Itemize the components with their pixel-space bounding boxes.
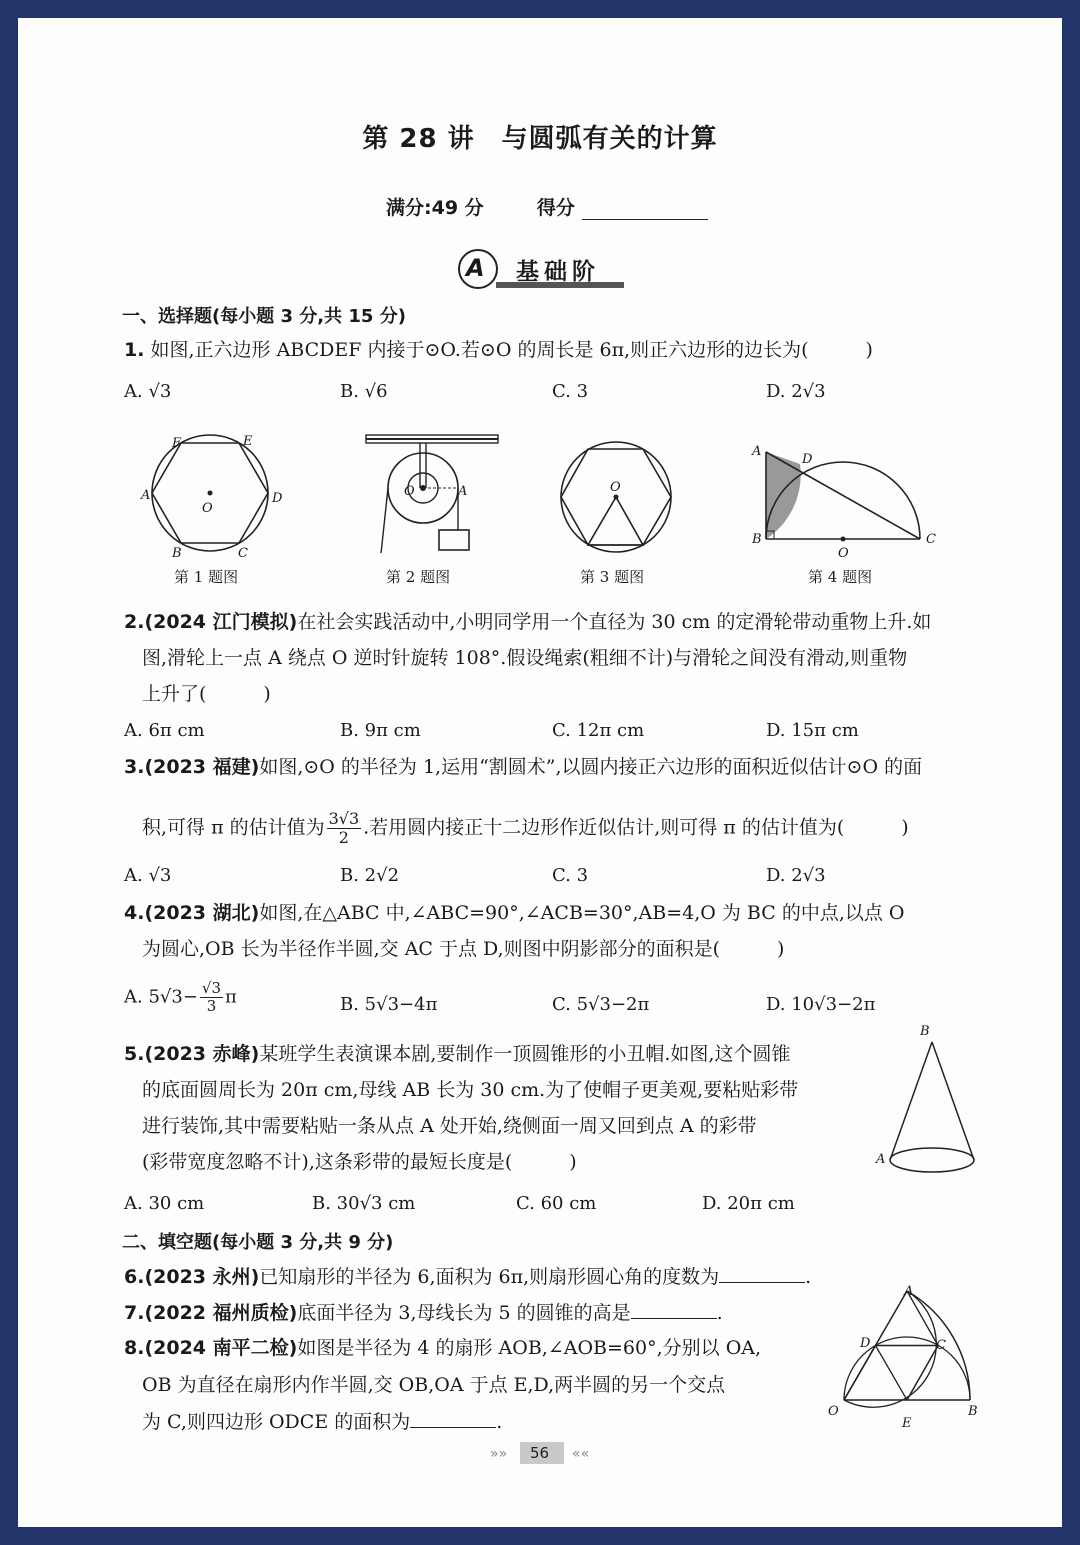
q5-option-c[interactable]: C. 60 cm — [516, 1193, 597, 1214]
q3-text-2a: 积,可得 π 的估计值为 — [142, 816, 325, 839]
q4-text-1: 如图,在△ABC 中,∠ABC=90°,∠ACB=30°,AB=4,O 为 BC 的中点,以点 O — [259, 902, 905, 924]
fig4-label-b: B — [752, 532, 762, 547]
fig1-label-e: E — [243, 434, 253, 449]
q1-option-c[interactable]: C. 3 — [552, 381, 589, 402]
q7-number: 7. — [124, 1302, 145, 1324]
score-row — [386, 193, 708, 220]
fig1-label-b: B — [172, 546, 182, 561]
page-title: 第 28 讲 与圆弧有关的计算 — [362, 124, 718, 154]
q8-line-1 — [124, 1336, 761, 1360]
q4-line-1 — [124, 901, 904, 925]
q8-line-2: OB 为直径在扇形内作半圆,交 OB,OA 于点 E,D,两半圆的另一个交点 — [142, 1374, 726, 1396]
fig3-label-o: O — [610, 480, 621, 495]
q2-number: 2. — [124, 611, 145, 633]
q4-fraction-den: 3 — [206, 997, 217, 1015]
q4-option-a-post: π — [225, 986, 237, 1008]
q6-end: . — [805, 1266, 812, 1288]
q3-option-c[interactable]: C. 3 — [552, 865, 589, 886]
fig8-label-b: B — [968, 1404, 978, 1419]
fig8-label-a: A — [904, 1284, 914, 1299]
q5-line-3: 进行装饰,其中需要粘贴一条从点 A 处开始,绕侧面一周又回到点 A 的彩带 — [142, 1115, 757, 1137]
level-name: 基础阶 — [516, 259, 600, 285]
q3-option-b[interactable]: B. 2√2 — [340, 865, 400, 886]
figure-2-pulley — [366, 435, 498, 553]
q2-option-a[interactable]: A. 6π cm — [124, 720, 205, 741]
fig2-label-o: O — [404, 484, 415, 499]
q7-source: (2022 福州质检) — [144, 1302, 298, 1324]
q8-text-1: 如图是半径为 4 的扇形 AOB,∠AOB=60°,分别以 OA, — [297, 1337, 762, 1359]
q3-line-1 — [124, 755, 922, 779]
fig4-label-a: A — [752, 444, 762, 459]
q2-source: (2024 江门模拟) — [144, 611, 298, 633]
figure-1-hexagon — [152, 435, 268, 551]
q3-number: 3. — [124, 756, 145, 778]
q5-option-b[interactable]: B. 30√3 cm — [312, 1193, 416, 1214]
q5-line-2: 的底面圆周长为 20π cm,母线 AB 长为 30 cm.为了使帽子更美观,要粘贴彩带 — [142, 1079, 799, 1101]
q5-line-1 — [124, 1042, 790, 1066]
q4-option-a-pre: A. 5√3− — [124, 986, 198, 1008]
q2-text-1: 在社会实践活动中,小明同学用一个直径为 30 cm 的定滑轮带动重物上升.如 — [297, 611, 932, 633]
q8-number: 8. — [124, 1337, 145, 1359]
q4-source: (2023 湖北) — [144, 902, 260, 924]
score-blank[interactable] — [582, 199, 708, 220]
q6-text: 已知扇形的半径为 6,面积为 6π,则扇形圆心角的度数为 — [259, 1266, 720, 1288]
q8-line-3 — [142, 1409, 502, 1434]
q1-option-d[interactable]: D. 2√3 — [766, 381, 826, 402]
section-fill-heading: 二、填空题(每小题 3 分,共 9 分) — [122, 1232, 394, 1253]
fig8-label-o: O — [828, 1404, 839, 1419]
level-badge — [456, 247, 626, 299]
figure-2-caption: 第 2 题图 — [386, 568, 451, 586]
figure-8-sector — [826, 1284, 986, 1414]
q3-fraction — [327, 810, 362, 847]
q2-line-3: 上升了( ) — [142, 683, 271, 705]
q7-text: 底面半径为 3,母线长为 5 的圆锥的高是 — [297, 1302, 631, 1324]
q2-line-2: 图,滑轮上一点 A 绕点 O 逆时针旋转 108°.假设绳索(粗细不计)与滑轮之间没有滑动,则重物 — [142, 647, 908, 669]
q6-stem — [124, 1264, 811, 1289]
fig5-label-b: B — [920, 1024, 930, 1039]
q2-option-b[interactable]: B. 9π cm — [340, 720, 421, 741]
q1-number: 1. — [124, 339, 145, 361]
q5-number: 5. — [124, 1043, 145, 1065]
q4-number: 4. — [124, 902, 145, 924]
figure-1-caption: 第 1 题图 — [174, 568, 239, 586]
fig4-label-c: C — [926, 532, 936, 547]
q7-answer-blank[interactable] — [631, 1300, 717, 1319]
q1-option-a[interactable]: A. √3 — [124, 381, 172, 402]
q7-stem — [124, 1300, 723, 1325]
figures-row — [18, 413, 1062, 553]
fig2-label-a: A — [458, 484, 468, 499]
fig1-label-d: D — [272, 491, 283, 506]
q4-option-d[interactable]: D. 10√3−2π — [766, 994, 876, 1015]
q6-number: 6. — [124, 1266, 145, 1288]
q3-text-1: 如图,⊙O 的半径为 1,运用“割圆术”,以圆内接正六边形的面积近似估计⊙O 的面 — [259, 756, 923, 778]
fig4-label-d: D — [802, 452, 813, 467]
fig1-label-c: C — [238, 546, 248, 561]
q2-option-c[interactable]: C. 12π cm — [552, 720, 645, 741]
worksheet-page — [18, 18, 1062, 1527]
q2-line-1 — [124, 610, 931, 634]
q6-answer-blank[interactable] — [719, 1264, 805, 1283]
q5-line-4: (彩带宽度忽略不计),这条彩带的最短长度是( ) — [142, 1151, 577, 1173]
q5-option-a[interactable]: A. 30 cm — [124, 1193, 205, 1214]
figure-5-cone — [876, 1030, 986, 1190]
q1-stem — [124, 338, 873, 362]
q8-source: (2024 南平二检) — [144, 1337, 298, 1359]
q5-text-1: 某班学生表演课本剧,要制作一顶圆锥形的小丑帽.如图,这个圆锥 — [259, 1043, 791, 1065]
page-number: 56 — [530, 1444, 550, 1462]
fig8-label-d: D — [860, 1336, 871, 1351]
fig1-label-f: F — [172, 436, 182, 451]
figure-3-hexagon — [561, 442, 671, 552]
q4-option-c[interactable]: C. 5√3−2π — [552, 994, 650, 1015]
q5-source: (2023 赤峰) — [144, 1043, 260, 1065]
figure-3-caption: 第 3 题图 — [580, 568, 645, 586]
svg-text:»»: »» — [490, 1446, 508, 1462]
level-letter: A — [466, 254, 485, 282]
q3-source: (2023 福建) — [144, 756, 260, 778]
fig8-label-e: E — [902, 1416, 912, 1431]
q4-option-a-fraction — [200, 980, 223, 1015]
q3-fraction-den: 2 — [338, 828, 349, 847]
q1-option-b[interactable]: B. √6 — [340, 381, 388, 402]
svg-text:««: «« — [572, 1446, 590, 1462]
q2-option-d[interactable]: D. 15π cm — [766, 720, 859, 741]
fig1-label-o: O — [202, 501, 213, 516]
q4-option-b[interactable]: B. 5√3−4π — [340, 994, 438, 1015]
q8-text-3: 为 C,则四边形 ODCE 的面积为 — [142, 1411, 411, 1433]
q6-source: (2023 永州) — [144, 1266, 260, 1288]
page-footer — [488, 1438, 598, 1468]
fig4-label-o: O — [838, 546, 849, 561]
q3-fraction-num: 3√3 — [328, 809, 360, 828]
q3-line-2 — [142, 810, 909, 847]
q3-option-a[interactable]: A. √3 — [124, 865, 172, 886]
q8-answer-blank[interactable] — [410, 1409, 496, 1428]
fig8-label-c: C — [936, 1338, 946, 1353]
score-label: 得分 — [536, 197, 575, 219]
q8-end: . — [496, 1411, 503, 1433]
fig5-label-a: A — [876, 1152, 886, 1167]
section-choice-heading: 一、选择题(每小题 3 分,共 15 分) — [122, 306, 406, 327]
q7-end: . — [716, 1302, 723, 1324]
q1-text: 如图,正六边形 ABCDEF 内接于⊙O.若⊙O 的周长是 6π,则正六边形的边长为( ) — [150, 339, 873, 361]
full-score: 满分:49 分 — [386, 197, 484, 219]
q3-option-d[interactable]: D. 2√3 — [766, 865, 826, 886]
q4-fraction-num: √3 — [201, 979, 222, 997]
q4-option-a[interactable] — [124, 980, 237, 1015]
figure-4-caption: 第 4 题图 — [808, 568, 873, 586]
q5-option-d[interactable]: D. 20π cm — [702, 1193, 795, 1214]
figure-4-semicircle — [766, 452, 920, 542]
q4-line-2: 为圆心,OB 长为半径作半圆,交 AC 于点 D,则图中阴影部分的面积是( ) — [142, 938, 785, 960]
q3-text-2b: .若用圆内接正十二边形作近似估计,则可得 π 的估计值为( ) — [363, 816, 909, 839]
fig1-label-a: A — [141, 488, 151, 503]
